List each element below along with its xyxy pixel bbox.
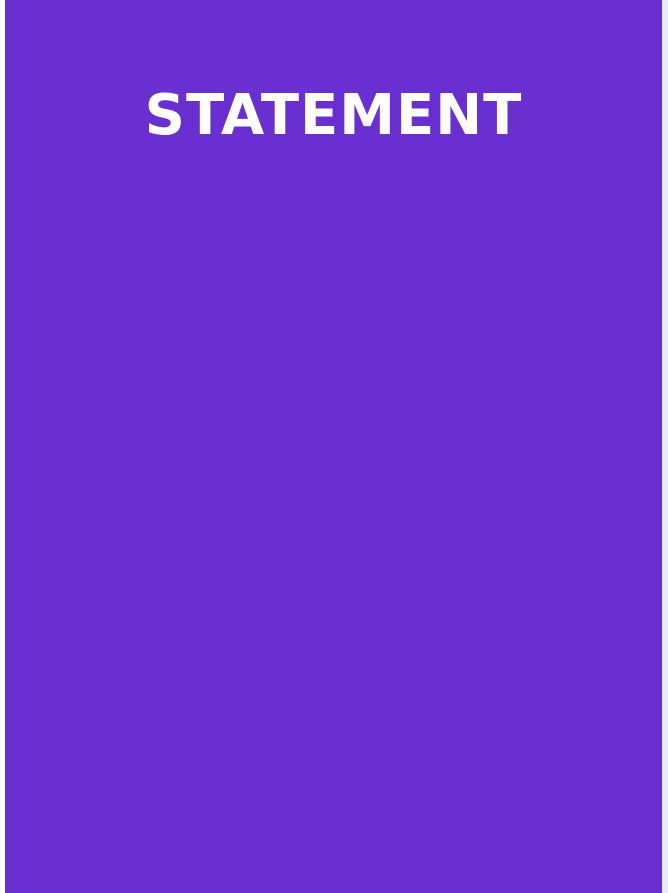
- paragraph-line: [5, 732, 662, 763]
- paragraph-line: [5, 518, 662, 549]
- paragraph-line: [5, 335, 662, 366]
- statement-paragraph-plans: [5, 610, 662, 793]
- page-edge: [662, 0, 668, 893]
- statement-paragraph-open-space: [5, 457, 662, 579]
- paragraph-line: [5, 702, 662, 733]
- paragraph-line: [5, 641, 662, 672]
- paragraph-line: [5, 488, 662, 519]
- paragraph-line: [5, 610, 662, 641]
- poster-title: STATEMENT: [144, 83, 523, 148]
- contact-email: [5, 763, 662, 794]
- statement-poster: [5, 0, 662, 893]
- paragraph-line: [5, 274, 662, 305]
- paragraph-line: [5, 243, 662, 274]
- paragraph-line: [5, 365, 662, 396]
- paragraph-line: [5, 457, 662, 488]
- paragraph-line: [5, 671, 662, 702]
- paragraph-line: [5, 304, 662, 335]
- paragraph-line: [5, 549, 662, 580]
- statement-paragraph-occupation: [5, 243, 662, 426]
- paragraph-line: [5, 396, 662, 427]
